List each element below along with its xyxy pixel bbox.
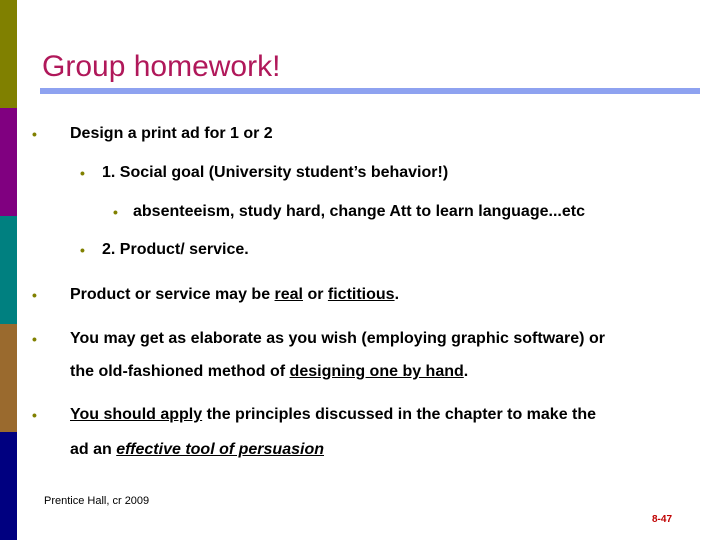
text-run: . <box>394 286 400 303</box>
underlined-phrase-by-hand: designing one by hand <box>289 363 464 380</box>
bullet-icon: • <box>80 242 85 258</box>
title-underline-bar <box>40 88 700 94</box>
bullet-text <box>70 440 324 460</box>
bullet-text <box>70 405 596 425</box>
bullet-text: Design a print ad for 1 or 2 <box>70 125 273 142</box>
strip-segment-olive <box>0 0 17 108</box>
bullet-icon: • <box>32 331 37 347</box>
text-run: Product or service may be <box>70 286 275 303</box>
bullet-icon: • <box>32 126 37 142</box>
underlined-word-real: real <box>274 286 303 303</box>
strip-segment-brown <box>0 324 17 432</box>
bullet-icon: • <box>113 204 118 220</box>
left-color-strip <box>0 0 17 540</box>
bullet-text: 2. Product/ service. <box>102 241 249 258</box>
bullet-icon: • <box>80 165 85 181</box>
bullet-text: You may get as elaborate as you wish (employing graphic software) or <box>70 330 605 347</box>
text-run: the old-fashioned method of <box>70 363 290 380</box>
strip-segment-teal <box>0 216 17 324</box>
underlined-word-fictitious: fictitious <box>327 286 395 303</box>
strip-segment-navy <box>0 432 17 540</box>
text-run: ad an <box>70 441 117 458</box>
slide-page-number: 8-47 <box>652 514 673 525</box>
bullet-text: 1. Social goal (University student’s behavior!) <box>102 164 449 181</box>
slide-title: Group homework! <box>42 50 281 83</box>
footer-publisher: Prentice Hall, cr 2009 <box>44 495 150 507</box>
text-run: or <box>303 286 328 303</box>
strip-segment-purple <box>0 108 17 216</box>
bullet-text: absenteeism, study hard, change Att to learn language...etc <box>133 203 585 220</box>
bullet-icon: • <box>32 407 37 423</box>
bullet-icon: • <box>32 287 37 303</box>
emphasized-phrase-persuasion: effective tool of persuasion <box>116 441 324 458</box>
text-run: the principles discussed in the chapter to make the <box>202 406 597 423</box>
underlined-phrase-apply: You should apply <box>70 406 203 423</box>
bullet-text <box>70 285 399 305</box>
text-run: . <box>463 363 469 380</box>
bullet-text <box>70 362 468 382</box>
